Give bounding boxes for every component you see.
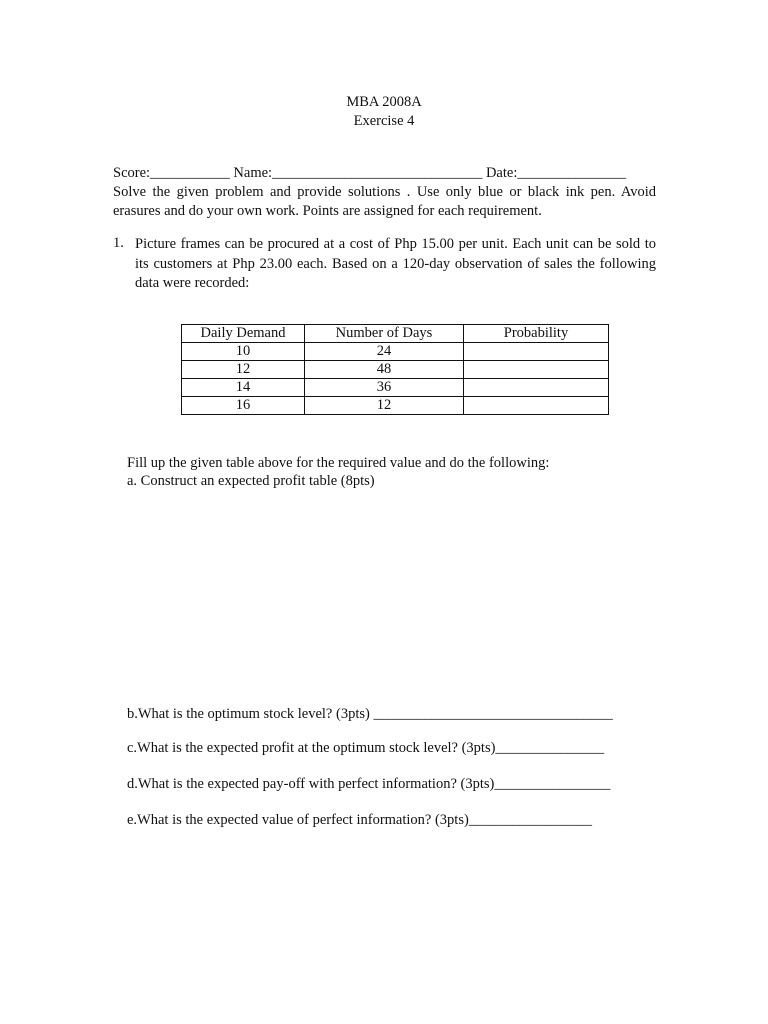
table-cell [464,343,609,361]
table-header-cell: Probability [464,325,609,343]
table-header-cell: Number of Days [305,325,464,343]
table-cell [464,361,609,379]
question-e: e.What is the expected value of perfect information? (3pts)_________________ [127,812,593,828]
fill-instruction: Fill up the given table above for the required value and do the following: [127,455,550,471]
table-cell: 24 [305,343,464,361]
exercise-title: Exercise 4 [353,113,415,129]
table-cell: 48 [305,361,464,379]
table-cell: 12 [182,361,305,379]
table-cell: 10 [182,343,305,361]
table-cell [464,397,609,415]
question-b: b.What is the optimum stock level? (3pts) _________________________________ [127,706,613,722]
demand-table [181,324,609,415]
table-row [182,397,609,415]
table-cell: 36 [305,379,464,397]
table-cell: 16 [182,397,305,415]
question-a: a. Construct an expected profit table (8pts) [127,473,375,489]
question-c: c.What is the expected profit at the optimum stock level? (3pts)_______________ [127,740,605,756]
table-row [182,343,609,361]
problem-text: Picture frames can be procured at a cost of Php 15.00 per unit. Each unit can be sold to its customers at Php 23.00 each. Based on a 120-day observation of sales the following data were recorded: [135,236,656,291]
question-d: d.What is the expected pay-off with perfect information? (3pts)________________ [127,776,611,792]
instructions: Solve the given problem and provide solutions . Use only blue or black ink pen. Avoid erasures and do your own work. Points are assigned for each requirement. [113,184,656,219]
table-row [182,361,609,379]
table-cell: 14 [182,379,305,397]
course-title: MBA 2008A [346,94,422,110]
table-header-cell: Daily Demand [182,325,305,343]
score-name-date-line: Score:___________ Name:_____________________________ Date:_______________ [113,165,627,181]
table-cell [464,379,609,397]
table-header-row [182,325,609,343]
table-cell: 12 [305,397,464,415]
table-row [182,379,609,397]
problem-number: 1. [113,235,124,251]
